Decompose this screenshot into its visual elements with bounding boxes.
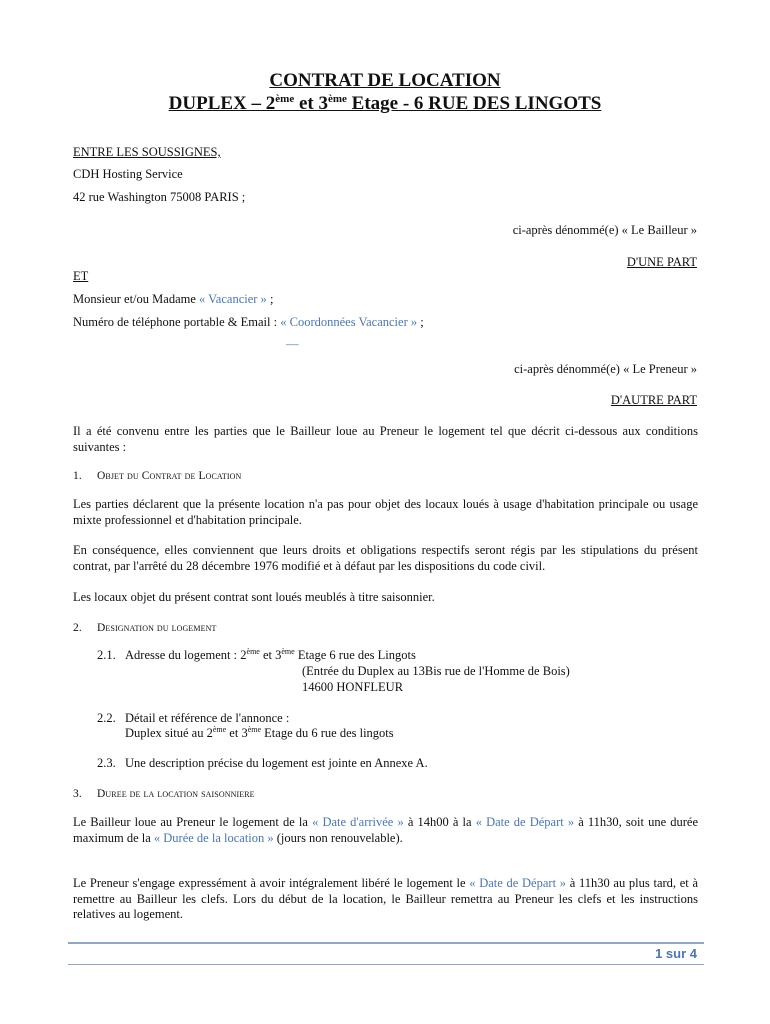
bailleur-denomination: ci-après dénommé(e) « Le Bailleur » <box>512 223 697 237</box>
item-2-1-sup-a: ème <box>246 647 260 656</box>
section-1-paragraph-1: Les parties déclarent que la présente location n'a pas pour objet des locaux loués à usage d'habitation principale ou usage mixte professionnel et d'habitation principale. <box>73 497 698 527</box>
item-2-1-line-1 <box>97 648 416 663</box>
s3-p1-d: (jours non renouvelable). <box>273 830 403 845</box>
contact-prefix: Numéro de téléphone portable & Email : <box>73 315 281 329</box>
section-3-number: 3. <box>73 788 82 800</box>
item-2-3-text: Une description précise du logement est jointe en Annexe A. <box>125 756 428 770</box>
subtitle-part-a: DUPLEX – 2 <box>168 93 276 114</box>
section-3-paragraph-2 <box>73 876 698 923</box>
subtitle-sup-b: ème <box>327 93 347 105</box>
page-number: 1 sur 4 <box>655 946 697 961</box>
subtitle-part-b: et 3 <box>294 93 328 114</box>
section-1-number: 1. <box>73 470 82 482</box>
section-3-paragraph-1 <box>73 815 698 846</box>
s3-p1-a: Le Bailleur loue au Preneur le logement de la <box>73 815 313 829</box>
preneur-prefix: Monsieur et/ou Madame <box>73 292 200 306</box>
item-2-1-number: 2.1. <box>97 648 116 662</box>
item-2-2-part-a: Duplex situé au 2 <box>125 726 213 740</box>
contract-title <box>0 70 770 92</box>
title-line-1: CONTRAT DE LOCATION <box>269 70 501 91</box>
preneur-denomination: ci-après dénommé(e) « Le Preneur » <box>514 362 697 376</box>
subtitle-sup-a: ème <box>275 93 295 105</box>
section-2-heading <box>73 622 216 634</box>
contract-subtitle <box>0 93 770 115</box>
date-arrivee-field[interactable]: « Date d'arrivée » <box>312 815 404 829</box>
item-2-3-number: 2.3. <box>97 756 116 770</box>
section-3-title: Duree de la location saisonniere <box>97 788 255 800</box>
date-depart-field-2[interactable]: « Date de Départ » <box>469 876 566 890</box>
duree-location-field[interactable]: « Durée de la location » <box>153 830 274 845</box>
bailleur-address: 42 rue Washington 75008 PARIS ; <box>73 190 246 204</box>
vacancier-field[interactable]: « Vacancier » <box>199 292 267 306</box>
section-1-heading <box>73 470 241 482</box>
item-2-1-mid: et 3 <box>259 648 282 662</box>
bailleur-name: CDH Hosting Service <box>73 167 183 181</box>
item-2-2-part-b: et 3 <box>226 726 248 740</box>
section-3-heading <box>73 788 255 800</box>
contact-line <box>73 315 424 330</box>
item-2-2-line-1 <box>97 711 289 726</box>
item-2-1-line-2: (Entrée du Duplex au 13Bis rue de l'Homme de Bois) <box>302 664 570 678</box>
item-2-2-number: 2.2. <box>97 711 116 725</box>
coordonnees-field[interactable]: « Coordonnées Vacancier » <box>280 315 418 329</box>
item-2-1-line-3: 14600 HONFLEUR <box>302 680 404 694</box>
item-2-1-sup-b: ème <box>281 647 295 656</box>
section-1-paragraph-3: Les locaux objet du présent contrat sont loués meublés à titre saisonnier. <box>73 590 435 604</box>
et-label: ET <box>73 269 89 283</box>
section-1-paragraph-2: En conséquence, elles conviennent que leurs droits et obligations respectifs seront régis par les stipulations du présent contrat, par l'arrêté du 28 décembre 1976 modifié et à défaut par les dispositions du code civil. <box>73 543 698 573</box>
item-2-2-label: Détail et référence de l'annonce : <box>125 711 290 725</box>
preneur-suffix: ; <box>266 292 274 306</box>
section-2-title: Designation du logement <box>97 622 217 634</box>
autre-part-label: D'AUTRE PART <box>610 393 697 407</box>
s3-p2-b: à 11h30 au plus tard, et à remettre au Bailleur les clefs. Lors du début de la location, le Bailleur remettra au Preneur les clefs et les instructions relatives au logement. <box>73 876 699 921</box>
footer-divider-bottom <box>68 964 704 965</box>
s3-p1-b: à 14h00 à la <box>403 815 476 829</box>
s3-p1-c: à 11h30, soit une durée maximum de la <box>73 815 699 845</box>
item-2-1-end: Etage 6 rue des Lingots <box>294 648 416 662</box>
item-2-2-line-2 <box>125 726 394 741</box>
subtitle-part-c: Etage - 6 RUE DES LINGOTS <box>346 93 602 114</box>
item-2-2-sup-b: ème <box>247 725 262 734</box>
contact-suffix: ; <box>417 315 424 329</box>
preamble-paragraph: Il a été convenu entre les parties que le Bailleur loue au Preneur le logement tel que décrit ci-dessous aux conditions suivantes : <box>73 424 698 454</box>
preneur-line <box>73 292 273 307</box>
une-part-label: D'UNE PART <box>626 255 697 269</box>
item-2-3-line <box>97 756 428 771</box>
item-2-1-label: Adresse du logement : 2 <box>125 648 247 662</box>
field-dash: — <box>286 337 299 351</box>
section-1-title: Objet du Contrat de Location <box>97 470 242 482</box>
section-2-number: 2. <box>73 622 82 634</box>
s3-p2-a: Le Preneur s'engage expressément à avoir intégralement libéré le logement le <box>73 876 470 890</box>
footer-divider-top <box>68 942 704 944</box>
parties-intro: ENTRE LES SOUSSIGNES, <box>73 145 221 159</box>
item-2-2-part-c: Etage du 6 rue des lingots <box>261 726 394 740</box>
date-depart-field[interactable]: « Date de Départ » <box>475 815 575 829</box>
item-2-2-sup-a: ème <box>212 725 227 734</box>
